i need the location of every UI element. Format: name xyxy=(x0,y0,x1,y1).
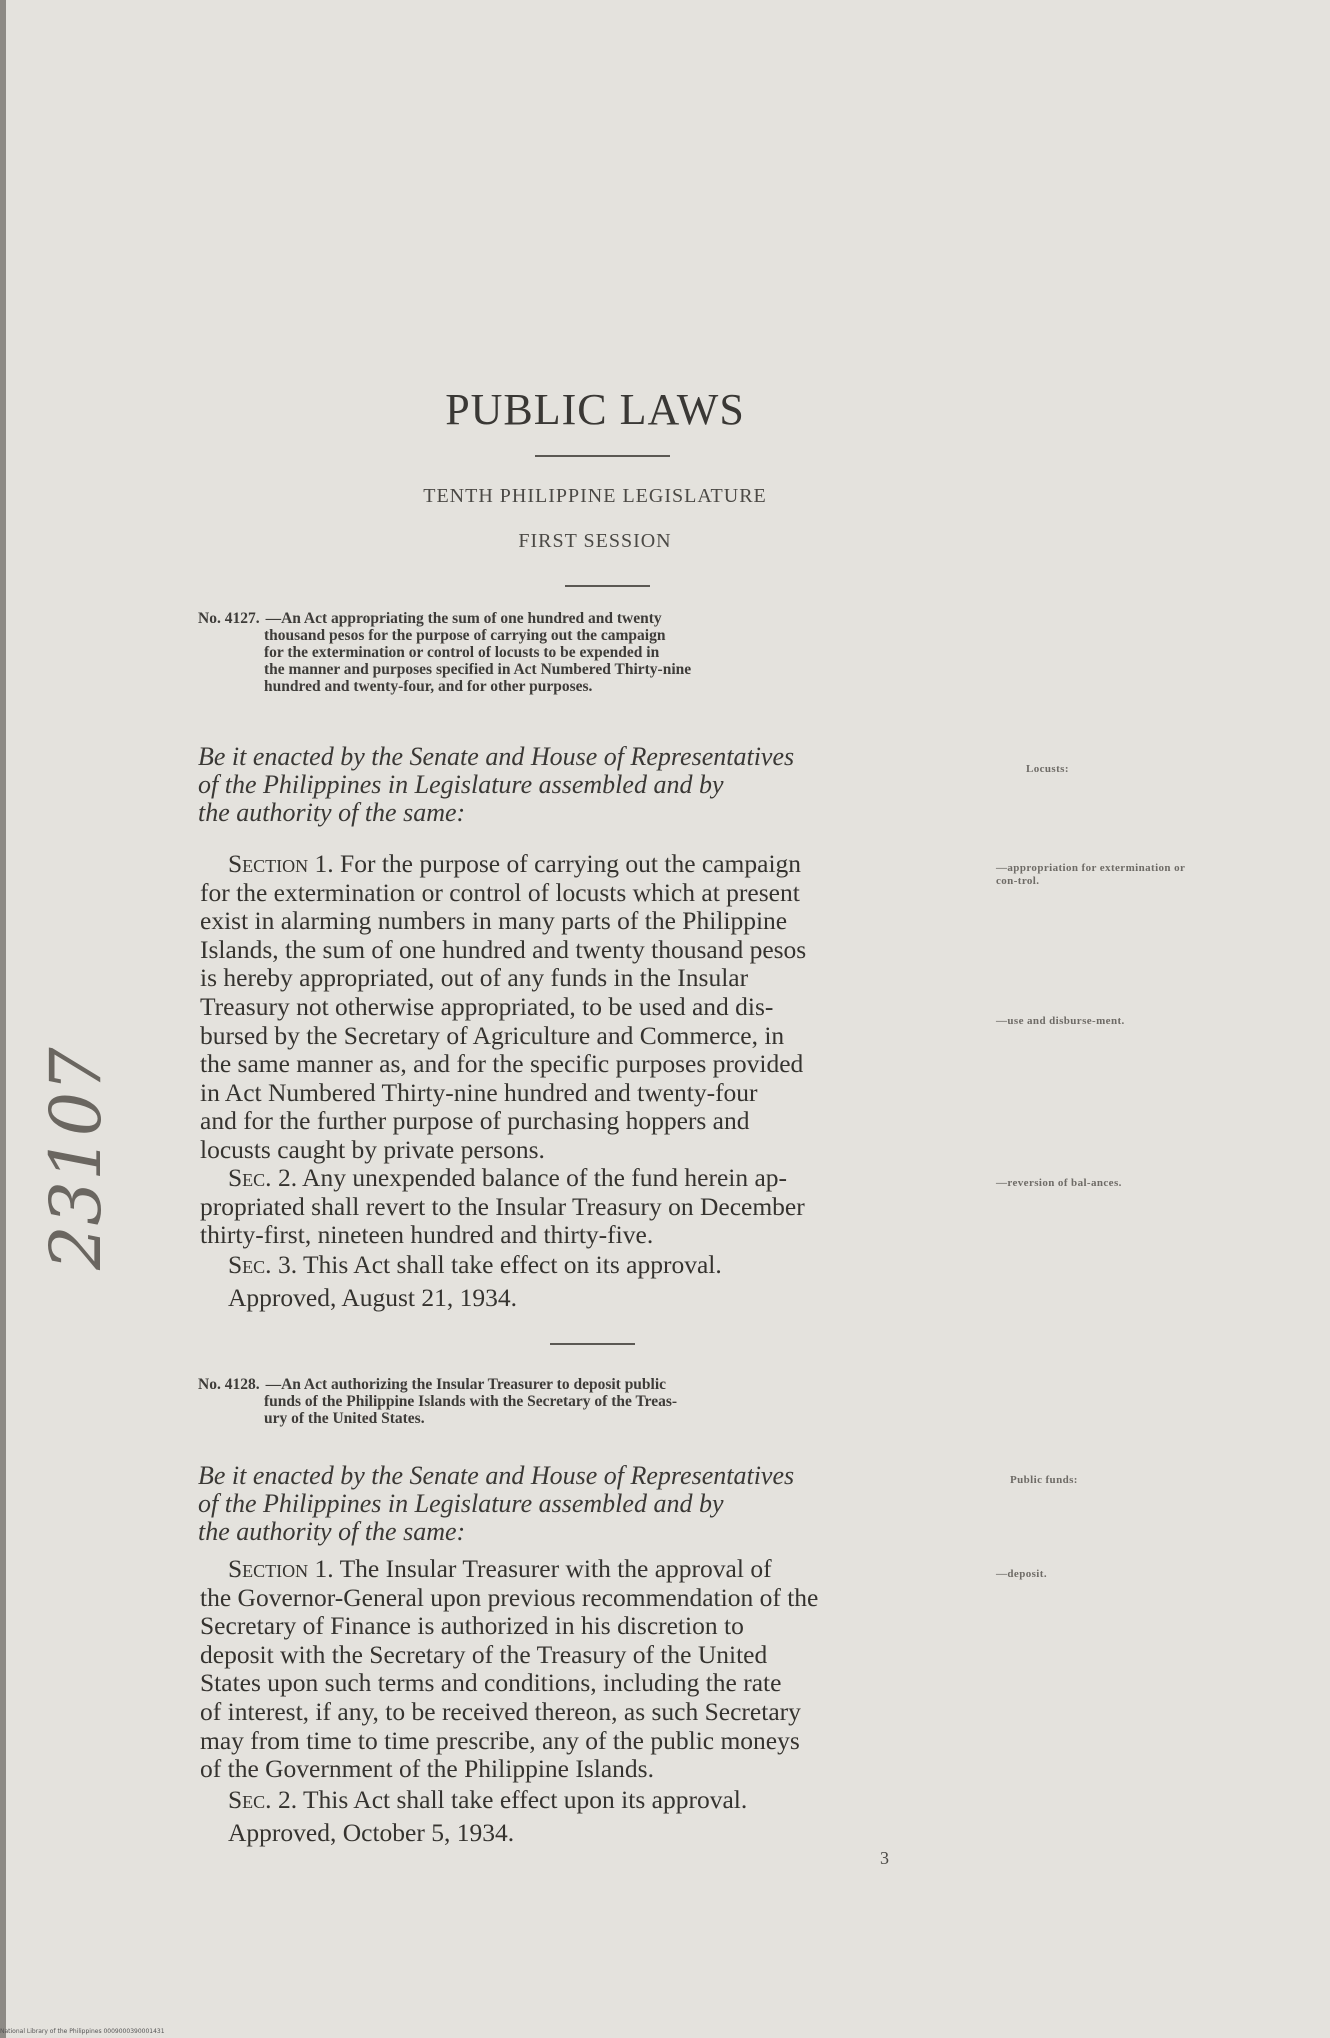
enacting-clause xyxy=(198,1462,1036,1546)
act-title-line: —An Act authorizing the Insular Treasurer to deposit public xyxy=(265,1376,667,1393)
act-title-line: for the extermination or control of locusts to be expended in xyxy=(264,644,660,661)
handwritten-note xyxy=(30,950,120,1280)
legislature-heading: TENTH PHILIPPINE LEGISLATURE xyxy=(423,485,767,507)
margin-note-deposit: —deposit. xyxy=(996,1568,1047,1580)
enacting-line: the authority of the same: xyxy=(198,1517,466,1546)
margin-note-locusts: Locusts: xyxy=(1026,763,1069,775)
section-line: exist in alarming numbers in many parts of the Philippine xyxy=(200,906,788,936)
enacting-line: of the Philippines in Legislature assembled and by xyxy=(198,770,724,799)
margin-note-appropriation: —appropriation for extermination or con-trol. xyxy=(996,862,1186,887)
section-line: of the Government of the Philippine Islands. xyxy=(200,1754,654,1784)
act-4128-section-1 xyxy=(200,1555,990,1784)
enacting-line: Be it enacted by the Senate and House of Representatives xyxy=(198,1461,795,1490)
section-line: thirty-first, nineteen hundred and thirty-five. xyxy=(200,1220,654,1250)
enacting-clause xyxy=(198,743,1036,827)
section-line: for the extermination or control of locusts which at present xyxy=(200,877,800,907)
title-rule xyxy=(535,455,670,457)
section-line: 1. The Insular Treasurer with the approval of xyxy=(308,1554,772,1583)
section-line: in Act Numbered Thirty-nine hundred and twenty-four xyxy=(200,1077,758,1107)
act-number: No. 4128. xyxy=(198,1376,260,1393)
act-4127-heading xyxy=(198,610,998,695)
page-edge xyxy=(0,0,6,2038)
act-title-line: thousand pesos for the purpose of carrying out the campaign xyxy=(264,627,666,644)
page-title: PUBLIC LAWS xyxy=(445,385,745,434)
session-heading: FIRST SESSION xyxy=(518,530,672,552)
act-4127-section-2 xyxy=(200,1164,990,1250)
act-title-line: ury of the United States. xyxy=(264,1410,425,1427)
session-rule xyxy=(565,585,650,587)
section-line: the same manner as, and for the specific purposes provided xyxy=(200,1049,804,1079)
section-line: locusts caught by private persons. xyxy=(200,1134,545,1164)
act-4128-section-2 xyxy=(228,1785,747,1815)
act-separator-rule xyxy=(550,1343,635,1345)
section-line: Islands, the sum of one hundred and twenty thousand pesos xyxy=(200,934,807,964)
act-4128-approved: Approved, October 5, 1934. xyxy=(228,1818,515,1847)
act-4127-section-3 xyxy=(228,1250,722,1280)
section-label: Sec. xyxy=(228,1250,272,1279)
section-line: States upon such terms and conditions, including the rate xyxy=(200,1668,782,1698)
act-number: No. 4127. xyxy=(198,610,260,627)
svg-text:23107: 23107 xyxy=(35,1047,117,1270)
section-line: 3. This Act shall take effect on its approval. xyxy=(271,1250,722,1279)
act-4128-heading xyxy=(198,1376,998,1427)
section-line: deposit with the Secretary of the Treasury of the United xyxy=(200,1639,768,1669)
enacting-line: Be it enacted by the Senate and House of Representatives xyxy=(198,742,795,771)
margin-note-use: —use and disburse-ment. xyxy=(996,1015,1125,1027)
enacting-line: of the Philippines in Legislature assembled and by xyxy=(198,1489,724,1518)
section-line: 1. For the purpose of carrying out the campaign xyxy=(308,849,802,878)
section-line: 2. Any unexpended balance of the fund herein ap- xyxy=(271,1163,788,1192)
act-title-line: —An Act appropriating the sum of one hundred and twenty xyxy=(265,610,662,627)
section-label: Section xyxy=(228,1554,309,1583)
section-line: propriated shall revert to the Insular Treasury on December xyxy=(200,1191,805,1221)
section-line: 2. This Act shall take effect upon its approval. xyxy=(271,1785,748,1814)
act-title-line: funds of the Philippine Islands with the Secretary of the Treas- xyxy=(264,1393,678,1410)
section-line: may from time to time prescribe, any of the public moneys xyxy=(200,1725,800,1755)
margin-note-reversion: —reversion of bal-ances. xyxy=(996,1177,1122,1189)
act-4127-section-1 xyxy=(200,850,990,1165)
act-title-line: the manner and purposes specified in Act Numbered Thirty-nine xyxy=(264,661,692,678)
page-number: 3 xyxy=(880,1848,889,1868)
section-line: and for the further purpose of purchasing hoppers and xyxy=(200,1106,750,1136)
section-label: Sec. xyxy=(228,1163,272,1192)
section-line: bursed by the Secretary of Agriculture and Commerce, in xyxy=(200,1020,785,1050)
enacting-line: the authority of the same: xyxy=(198,798,466,827)
section-label: Section xyxy=(228,849,309,878)
section-line: is hereby appropriated, out of any funds in the Insular xyxy=(200,963,749,993)
section-line: of interest, if any, to be received thereon, as such Secretary xyxy=(200,1696,801,1726)
margin-note-public-funds: Public funds: xyxy=(1010,1474,1078,1486)
act-title-line: hundred and twenty-four, and for other purposes. xyxy=(264,678,593,695)
section-line: the Governor-General upon previous recommendation of the xyxy=(200,1582,819,1612)
section-label: Sec. xyxy=(228,1785,272,1814)
section-line: Treasury not otherwise appropriated, to be used and dis- xyxy=(200,991,774,1021)
archive-footer: National Library of the Philippines 0009000390001431 xyxy=(0,2028,165,2035)
section-line: Secretary of Finance is authorized in his discretion to xyxy=(200,1611,744,1641)
act-4127-approved: Approved, August 21, 1934. xyxy=(228,1283,517,1312)
